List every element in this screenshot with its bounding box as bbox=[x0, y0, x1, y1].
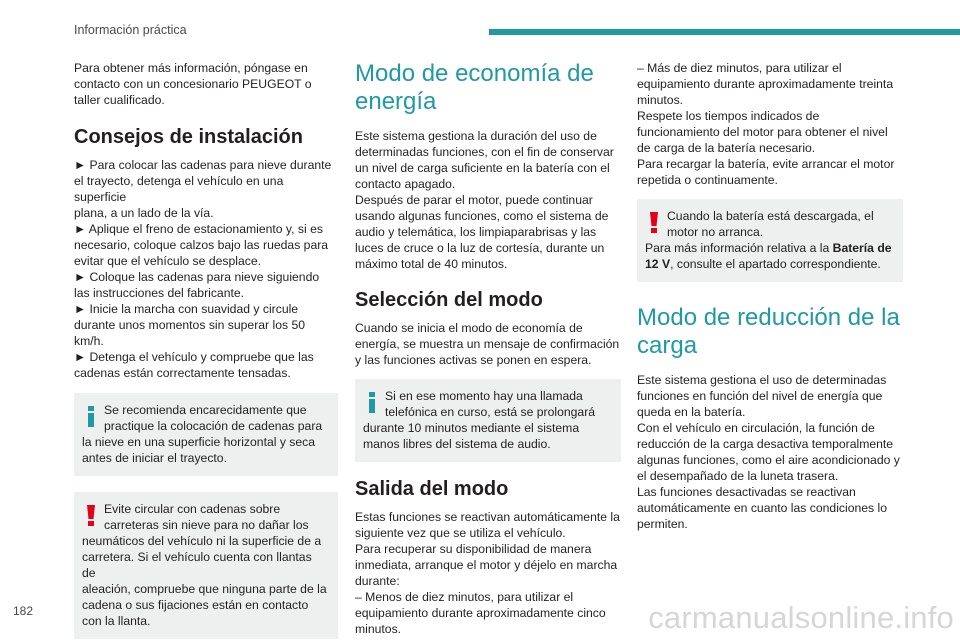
header-accent-bar bbox=[489, 29, 960, 35]
text-line: Con el vehículo en circulación, la función de bbox=[637, 421, 875, 435]
text-line: carreteras sin nieve para no dañar los bbox=[104, 518, 309, 532]
text-line: practique la colocación de cadenas para bbox=[104, 419, 323, 433]
text-line: Para recuperar su disponibilidad de manera bbox=[355, 542, 592, 556]
text-line bbox=[645, 240, 893, 256]
text-line: audio y telemática, los limpiaparabrisas y las bbox=[355, 225, 597, 239]
text-line: ► Detenga el vehículo y compruebe que las bbox=[74, 350, 314, 364]
warning-note bbox=[637, 199, 903, 282]
text-line: la nieve en una superficie horizontal y seca bbox=[82, 435, 316, 449]
text-line: – Más de diez minutos, para utilizar el bbox=[637, 61, 842, 75]
text-line: motor no arranca. bbox=[667, 225, 764, 239]
text-line: luces de cruce o la luz de cortesía, durante un bbox=[355, 241, 605, 255]
text-line: equipamiento durante aproximadamente cinco bbox=[355, 606, 606, 620]
text-line: taller cualificado. bbox=[74, 93, 165, 107]
text-line: inmediata, arranque el motor y déjelo en marcha bbox=[355, 558, 618, 572]
text-line: equipamiento durante aproximadamente treinta bbox=[637, 77, 894, 91]
text-line: energía, se muestra un mensaje de confirmación bbox=[355, 337, 620, 351]
page-number: 182 bbox=[13, 604, 34, 618]
info-note bbox=[74, 393, 338, 476]
text-line: minutos. bbox=[355, 622, 402, 636]
continuation-paragraph bbox=[637, 60, 903, 188]
mode-selection-paragraph bbox=[355, 320, 621, 368]
text-line: Cuando la batería está descargada, el bbox=[667, 209, 874, 223]
text-line: siguiente vez que se utiliza el vehículo. bbox=[355, 526, 566, 540]
text-line: Después de parar el motor, puede continuar bbox=[355, 193, 593, 207]
text-line: automáticamente en cuanto las condiciones lo bbox=[637, 501, 887, 515]
text-line: durante unos momentos sin superar los 50 km/h. bbox=[74, 318, 306, 348]
text-line: Respete los tiempos indicados de bbox=[637, 109, 820, 123]
header-title: Información práctica bbox=[74, 23, 187, 37]
text-line: durante: bbox=[355, 574, 400, 588]
text-line: contacto con un concesionario PEUGEOT o bbox=[74, 77, 312, 91]
battery-reference: 12 V bbox=[645, 257, 671, 271]
installation-steps bbox=[74, 157, 338, 381]
text-line: durante 10 minutos mediante el sistema bbox=[363, 421, 580, 435]
text-line: evitar que el vehículo se desplace. bbox=[74, 254, 261, 268]
text-line: Estas funciones se reactivan automáticamente la bbox=[355, 510, 620, 524]
title-line: Modo de reducción de la bbox=[637, 304, 900, 331]
column-2 bbox=[355, 60, 621, 637]
text-line: funcionamiento del motor para obtener el nivel bbox=[637, 125, 888, 139]
mode-exit-paragraph bbox=[355, 509, 621, 637]
column-1 bbox=[74, 60, 338, 639]
text-line: plana, a un lado de la vía. bbox=[74, 206, 214, 220]
title-line: carga bbox=[637, 332, 698, 359]
text-line: el desempañado de la luneta trasera. bbox=[637, 469, 839, 483]
section-heading-mode-selection: Selección del modo bbox=[355, 289, 543, 311]
text-line: permiten. bbox=[637, 517, 688, 531]
text-line: Este sistema gestiona el uso de determinadas bbox=[637, 373, 887, 387]
warning-icon bbox=[83, 503, 99, 527]
text-line: cadenas están correctamente tensadas. bbox=[74, 366, 291, 380]
text-line: determinadas funciones, con el fin de conservar bbox=[355, 145, 614, 159]
text-line: ► Para colocar las cadenas para nieve durante bbox=[74, 158, 332, 172]
text-line: Evite circular con cadenas sobre bbox=[104, 502, 281, 516]
text-line: ► Aplique el freno de estacionamiento y, si es bbox=[74, 222, 323, 236]
text-line: necesario, coloque calzos bajo las ruedas para bbox=[74, 238, 329, 252]
intro-paragraph bbox=[74, 60, 338, 108]
text-line: manos libres del sistema de audio. bbox=[363, 437, 551, 451]
text-line: minutos. bbox=[637, 93, 684, 107]
text-line: cadena o sus fijaciones están en contacto bbox=[82, 598, 309, 612]
load-reduction-paragraph bbox=[637, 372, 903, 532]
text-line: las instrucciones del fabricante. bbox=[74, 286, 245, 300]
text-span: Para más información relativa a la bbox=[645, 241, 833, 255]
text-line: reducción de la carga desactiva temporalmente bbox=[637, 437, 894, 451]
section-title-energy-economy bbox=[355, 60, 621, 116]
text-line: aleación, compruebe que ninguna parte de la bbox=[82, 582, 327, 596]
title-line: energía bbox=[355, 88, 437, 115]
text-line: un nivel de carga suficiente en la batería con el bbox=[355, 161, 610, 175]
text-line: carretera. Si el vehículo cuenta con llantas de bbox=[82, 550, 312, 580]
text-line: Las funciones desactivadas se reactivan bbox=[637, 485, 856, 499]
warning-note bbox=[74, 492, 338, 639]
section-title-load-reduction bbox=[637, 304, 903, 360]
text-line: Se recomienda encarecidamente que bbox=[104, 403, 307, 417]
section-heading-installation: Consejos de instalación bbox=[74, 126, 303, 148]
text-span: , consulte el apartado correspondiente. bbox=[670, 257, 881, 271]
watermark: carmanualsonline.info bbox=[648, 600, 954, 635]
battery-reference: Batería de bbox=[832, 241, 892, 255]
text-line: Para recargar la batería, evite arrancar el motor bbox=[637, 157, 895, 171]
text-line: telefónica en curso, está se prolongará bbox=[385, 405, 596, 419]
energy-economy-paragraph bbox=[355, 128, 621, 272]
text-line: algunas funciones, como el aire acondicionado y bbox=[637, 453, 900, 467]
text-line: repetida o continuamente. bbox=[637, 173, 778, 187]
title-line: Modo de economía de bbox=[355, 60, 594, 87]
text-line: ► Inicie la marcha con suavidad y circule bbox=[74, 302, 299, 316]
info-note bbox=[355, 379, 621, 462]
text-line: – Menos de diez minutos, para utilizar el bbox=[355, 590, 574, 604]
info-icon bbox=[83, 404, 99, 428]
text-line: de carga de la batería necesario. bbox=[637, 141, 816, 155]
info-icon bbox=[364, 390, 380, 414]
text-line: usando algunas funciones, como el sistema de bbox=[355, 209, 609, 223]
text-line: con la llanta. bbox=[82, 614, 151, 628]
text-line: Este sistema gestiona la duración del uso de bbox=[355, 129, 597, 143]
text-line: y las funciones activas se ponen en espera. bbox=[355, 353, 592, 367]
warning-icon bbox=[646, 210, 662, 234]
text-line: Si en ese momento hay una llamada bbox=[385, 389, 583, 403]
text-line: antes de iniciar el trayecto. bbox=[82, 451, 227, 465]
text-line: contacto apagado. bbox=[355, 177, 456, 191]
text-line: queda en la batería. bbox=[637, 405, 746, 419]
text-line: Cuando se inicia el modo de economía de bbox=[355, 321, 583, 335]
text-line bbox=[645, 256, 893, 272]
text-line: Para obtener más información, póngase en bbox=[74, 61, 308, 75]
text-line: ► Coloque las cadenas para nieve siguiendo bbox=[74, 270, 320, 284]
column-3 bbox=[637, 60, 903, 532]
text-line: el trayecto, detenga el vehículo en una superficie bbox=[74, 174, 284, 204]
text-line: funciones en función del nivel de energía que bbox=[637, 389, 883, 403]
section-heading-mode-exit: Salida del modo bbox=[355, 478, 509, 500]
text-line: neumáticos del vehículo ni la superficie de a bbox=[82, 534, 322, 548]
text-line: máximo total de 40 minutos. bbox=[355, 257, 508, 271]
